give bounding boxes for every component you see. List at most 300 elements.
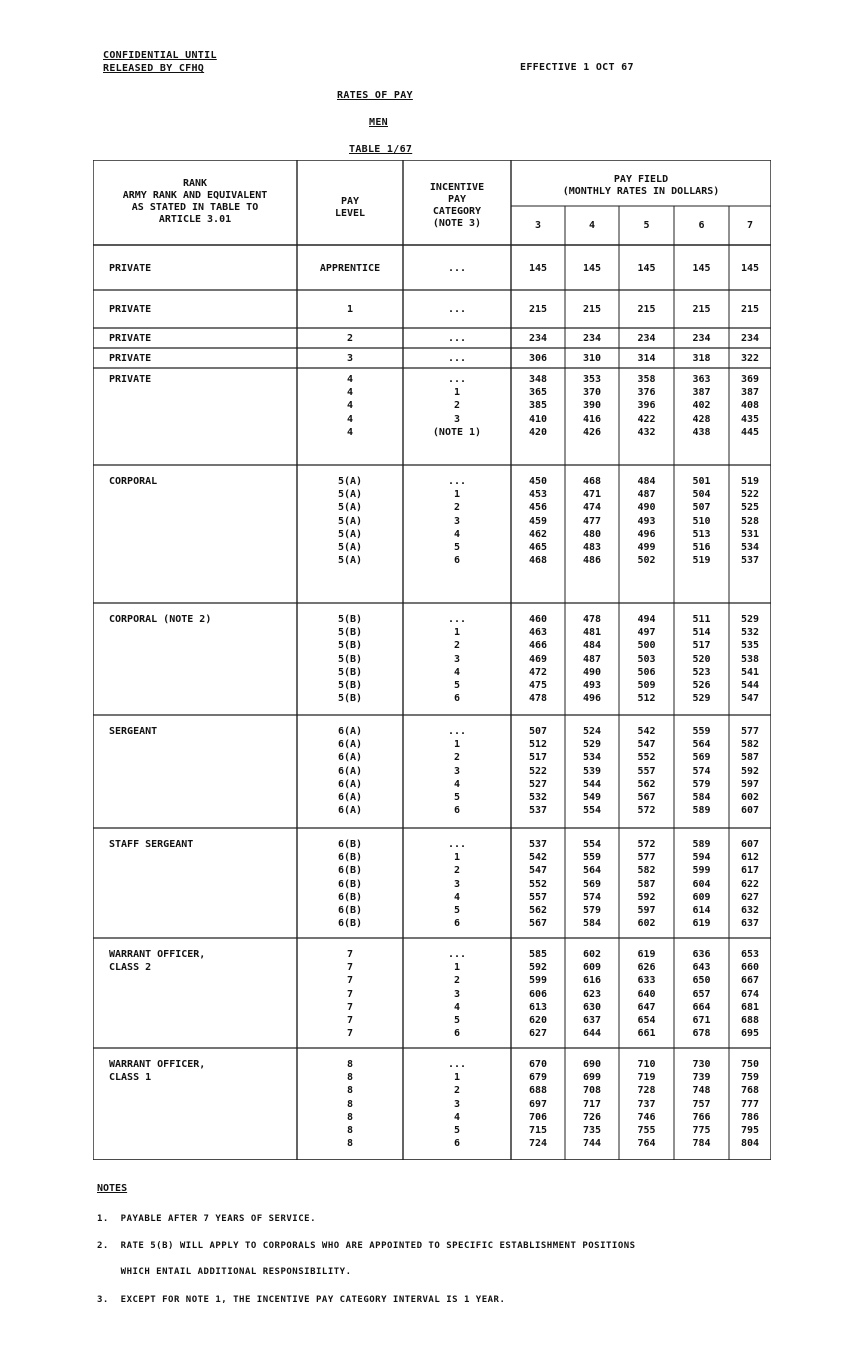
rank-label: PRIVATE — [109, 333, 152, 344]
pay-field-3-cells — [511, 838, 565, 930]
table-cell: 7 — [346, 988, 354, 1000]
table-cell: 215 — [637, 304, 656, 315]
table-cell: 465 — [528, 542, 548, 554]
table-cell: 706 — [528, 1111, 548, 1123]
table-cell: 234 — [637, 333, 656, 344]
table-cell: ... — [447, 839, 467, 850]
table-cell: 6(B) — [337, 852, 363, 864]
rank-label: CORPORAL (NOTE 2) — [109, 614, 212, 625]
rank-column-header: RANK ARMY RANK AND EQUIVALENT AS STATED IN TABLE TO ARTICLE 3.01 — [122, 178, 268, 225]
pay-level-cells — [297, 332, 403, 345]
table-cell: 5(A) — [337, 555, 363, 567]
pay-level-cells — [297, 475, 403, 567]
pay-field-5-cells — [619, 838, 674, 930]
table-cell: 145 — [740, 262, 760, 274]
pay-field-5-cells — [619, 332, 674, 345]
pay-field-7-cells — [729, 303, 771, 316]
table-cell: 599 — [528, 975, 548, 987]
table-cell: 1 — [453, 739, 461, 751]
table-cell: 602 — [740, 792, 760, 804]
table-cell: 541 — [740, 666, 760, 678]
table-cell: 5(A) — [337, 515, 363, 527]
table-cell: 616 — [582, 975, 602, 987]
table-cell: 6 — [453, 1028, 461, 1040]
table-cell: 1 — [346, 304, 354, 315]
pay-field-6-cells — [674, 725, 729, 817]
table-cell: 408 — [740, 400, 760, 412]
table-cell: 6(A) — [337, 805, 363, 817]
table-cell: 607 — [740, 805, 760, 817]
table-cell: 587 — [637, 878, 656, 890]
table-cell: 661 — [637, 1028, 656, 1040]
pay-field-4-cells — [565, 725, 619, 817]
table-cell: 5(B) — [337, 666, 363, 678]
note-2: 2. RATE 5(B) WILL APPLY TO CORPORALS WHO ARE APPOINTED TO SPECIFIC ESTABLISHMENT POSITIONS — [97, 1241, 636, 1251]
page-title: RATES OF PAY — [337, 90, 413, 101]
table-cell: 542 — [637, 726, 656, 737]
table-cell: 6(B) — [337, 865, 363, 877]
table-cell: 5 — [453, 542, 461, 554]
table-cell: 469 — [528, 653, 548, 665]
table-cell: 579 — [692, 778, 711, 790]
table-cell: 6(A) — [337, 739, 363, 751]
pay-field-6-cells — [674, 475, 729, 567]
pay-field-3-cells — [511, 613, 565, 705]
table-cell: 5 — [453, 792, 461, 804]
table-cell: 369 — [740, 374, 760, 385]
pay-field-7-cells — [729, 332, 771, 345]
pay-field-7-cells — [729, 725, 771, 817]
table-cell: 494 — [637, 614, 656, 625]
table-cell: 460 — [528, 614, 548, 625]
rank-label: PRIVATE — [109, 374, 152, 385]
table-cell: 520 — [692, 653, 711, 665]
table-cell: 445 — [740, 426, 760, 438]
pay-field-5-cells — [619, 475, 674, 567]
rank-label: CORPORAL — [109, 476, 158, 487]
table-cell: 3 — [453, 653, 461, 665]
table-cell: 537 — [528, 839, 548, 850]
rank-label: PRIVATE — [109, 304, 152, 315]
table-cell: 671 — [692, 1015, 711, 1027]
table-cell: ... — [447, 333, 467, 344]
table-cell: 435 — [740, 413, 760, 425]
table-number: TABLE 1/67 — [349, 144, 413, 155]
table-cell: 2 — [453, 1085, 461, 1097]
table-cell: 314 — [637, 353, 656, 364]
incentive-category-cells — [403, 948, 511, 1040]
table-cell: 594 — [692, 852, 711, 864]
table-cell: 804 — [740, 1138, 760, 1150]
table-cell: 755 — [637, 1125, 656, 1137]
table-cell: 562 — [637, 778, 656, 790]
table-cell: 503 — [637, 653, 656, 665]
pay-field-header: PAY FIELD (MONTHLY RATES IN DOLLARS) — [562, 174, 720, 197]
table-cell: 569 — [582, 878, 602, 890]
table-cell: 564 — [582, 865, 602, 877]
table-cell: 4 — [453, 891, 461, 903]
table-cell: 6(A) — [337, 726, 363, 737]
note-1: 1. PAYABLE AFTER 7 YEARS OF SERVICE. — [97, 1214, 316, 1224]
table-cell: 584 — [582, 918, 602, 930]
table-cell: 547 — [740, 693, 760, 705]
table-cell: 5 — [453, 1015, 461, 1027]
table-cell: 528 — [740, 515, 760, 527]
table-cell: 627 — [740, 891, 760, 903]
table-cell: 517 — [692, 640, 711, 652]
table-cell: 544 — [740, 680, 760, 692]
table-cell: 145 — [637, 262, 656, 274]
table-cell: 420 — [528, 426, 548, 438]
incentive-category-cells — [403, 303, 511, 316]
table-cell: 746 — [637, 1111, 656, 1123]
table-cell: 690 — [582, 1059, 602, 1070]
table-cell: 496 — [637, 528, 656, 540]
table-cell: 534 — [740, 542, 760, 554]
table-cell: 744 — [582, 1138, 602, 1150]
table-cell: ... — [447, 304, 467, 315]
table-cell: 422 — [637, 413, 656, 425]
table-cell: 4 — [453, 666, 461, 678]
rank-label: WARRANT OFFICER, CLASS 1 — [109, 1059, 206, 1083]
table-cell: 8 — [346, 1072, 354, 1084]
table-cell: 728 — [637, 1085, 656, 1097]
table-cell: 5(B) — [337, 614, 363, 625]
table-cell: 643 — [692, 962, 711, 974]
pay-field-3-cells — [511, 373, 565, 439]
table-cell: 463 — [528, 627, 548, 639]
pay-field-6-header: 6 — [698, 220, 705, 231]
table-cell: 737 — [637, 1098, 656, 1110]
table-cell: 490 — [637, 502, 656, 514]
table-cell: 475 — [528, 680, 548, 692]
incentive-category-cells — [403, 838, 511, 930]
table-cell: 775 — [692, 1125, 711, 1137]
pay-field-5-cells — [619, 1058, 674, 1150]
table-cell: 604 — [692, 878, 711, 890]
pay-field-7-header: 7 — [746, 220, 754, 231]
table-cell: 619 — [692, 918, 711, 930]
table-cell: 516 — [692, 542, 711, 554]
table-cell: 5(B) — [337, 627, 363, 639]
table-cell: 396 — [637, 400, 656, 412]
table-cell: 640 — [637, 988, 656, 1000]
table-cell: 499 — [637, 542, 656, 554]
table-cell: 514 — [692, 627, 711, 639]
table-cell: 1 — [453, 852, 461, 864]
table-cell: 529 — [582, 739, 602, 751]
table-cell: 306 — [528, 353, 548, 364]
notes-title: NOTES — [97, 1183, 128, 1194]
table-cell: 708 — [582, 1085, 602, 1097]
table-cell: ... — [447, 949, 467, 960]
table-cell: 637 — [740, 918, 760, 930]
table-cell: 517 — [528, 752, 548, 764]
table-cell: 6(B) — [337, 905, 363, 917]
table-cell: 215 — [582, 304, 602, 315]
table-cell: 390 — [582, 400, 602, 412]
table-cell: 234 — [528, 333, 548, 344]
table-cell: 609 — [582, 962, 602, 974]
table-cell: 531 — [740, 528, 760, 540]
effective-date: EFFECTIVE 1 OCT 67 — [520, 62, 634, 73]
table-cell: 1 — [453, 387, 461, 399]
pay-field-3-cells — [511, 475, 565, 567]
table-cell: 234 — [582, 333, 602, 344]
table-cell: 5(A) — [337, 502, 363, 514]
confidential-line-1: CONFIDENTIAL UNTIL — [103, 50, 217, 61]
table-cell: 507 — [528, 726, 548, 737]
table-cell: 579 — [582, 905, 602, 917]
table-cell: 715 — [528, 1125, 548, 1137]
pay-field-4-header: 4 — [588, 220, 596, 231]
table-cell: 519 — [692, 555, 711, 567]
table-cell: 559 — [582, 852, 602, 864]
table-cell: 660 — [740, 962, 760, 974]
rank-label: SERGEANT — [109, 726, 158, 737]
table-cell: 757 — [692, 1098, 711, 1110]
table-cell: 8 — [346, 1111, 354, 1123]
table-cell: 607 — [740, 839, 760, 850]
pay-field-7-cells — [729, 475, 771, 567]
table-cell: 735 — [582, 1125, 602, 1137]
table-cell: 438 — [692, 426, 711, 438]
pay-field-7-cells — [729, 613, 771, 705]
table-cell: 547 — [637, 739, 656, 751]
table-cell: 644 — [582, 1028, 602, 1040]
table-cell: 597 — [740, 778, 760, 790]
incentive-category-cells — [403, 262, 511, 275]
table-cell: ... — [447, 374, 467, 385]
table-cell: 654 — [637, 1015, 656, 1027]
incentive-category-cells — [403, 1058, 511, 1150]
table-cell: 710 — [637, 1059, 656, 1070]
pay-field-5-cells — [619, 725, 674, 817]
table-cell: 3 — [453, 988, 461, 1000]
table-cell: 585 — [528, 949, 548, 960]
table-cell: 468 — [582, 476, 602, 487]
table-cell: 487 — [582, 653, 602, 665]
table-cell: 602 — [582, 949, 602, 960]
table-cell: 3 — [453, 878, 461, 890]
table-cell: 522 — [528, 765, 548, 777]
table-cell: 509 — [637, 680, 656, 692]
table-cell: 510 — [692, 515, 711, 527]
table-cell: 370 — [582, 387, 602, 399]
pay-field-4-cells — [565, 475, 619, 567]
pay-field-4-cells — [565, 1058, 619, 1150]
pay-field-7-cells — [729, 1058, 771, 1150]
confidential-line-2: RELEASED BY CFHQ — [103, 63, 205, 74]
pay-field-6-cells — [674, 262, 729, 275]
table-cell: 777 — [740, 1098, 760, 1110]
table-cell: 5(B) — [337, 653, 363, 665]
table-cell: 557 — [528, 891, 548, 903]
table-cell: 471 — [582, 489, 602, 501]
table-cell: 3 — [346, 353, 354, 364]
table-cell: 572 — [637, 805, 656, 817]
table-cell: 474 — [582, 502, 602, 514]
table-cell: 526 — [692, 680, 711, 692]
table-cell: 376 — [637, 387, 656, 399]
incentive-category-cells — [403, 373, 511, 439]
table-cell: 577 — [740, 726, 760, 737]
table-cell: 487 — [637, 489, 656, 501]
table-cell: 4 — [346, 387, 354, 399]
table-cell: 532 — [740, 627, 760, 639]
table-cell: 472 — [528, 666, 548, 678]
table-cell: 6(A) — [337, 792, 363, 804]
table-cell: 145 — [582, 262, 602, 274]
pay-level-cells — [297, 1058, 403, 1150]
pay-level-cells — [297, 838, 403, 930]
table-cell: 699 — [582, 1072, 602, 1084]
table-cell: 562 — [528, 905, 548, 917]
table-cell: 589 — [692, 805, 711, 817]
table-cell: 584 — [692, 792, 711, 804]
table-cell: 538 — [740, 653, 760, 665]
table-cell: 2 — [453, 502, 461, 514]
table-cell: 717 — [582, 1098, 602, 1110]
table-cell: 667 — [740, 975, 760, 987]
table-cell: 626 — [637, 962, 656, 974]
table-cell: 632 — [740, 905, 760, 917]
table-cell: 587 — [740, 752, 760, 764]
table-cell: 622 — [740, 878, 760, 890]
table-cell: 564 — [692, 739, 711, 751]
table-cell: 477 — [582, 515, 602, 527]
table-cell: 557 — [637, 765, 656, 777]
table-cell: 8 — [346, 1098, 354, 1110]
table-cell: 5 — [453, 1125, 461, 1137]
table-cell: ... — [447, 262, 467, 274]
table-cell: 627 — [528, 1028, 548, 1040]
table-cell: 416 — [582, 413, 602, 425]
table-cell: 215 — [692, 304, 711, 315]
table-cell: 750 — [740, 1059, 760, 1070]
table-cell: 2 — [453, 975, 461, 987]
table-cell: 726 — [582, 1111, 602, 1123]
table-cell: 145 — [692, 262, 711, 274]
table-cell: 234 — [692, 333, 711, 344]
table-cell: 617 — [740, 865, 760, 877]
table-cell: 764 — [637, 1138, 656, 1150]
table-cell: 496 — [582, 693, 602, 705]
incentive-category-cells — [403, 332, 511, 345]
table-cell: 5(B) — [337, 640, 363, 652]
pay-level-cells — [297, 725, 403, 817]
table-cell: 481 — [582, 627, 602, 639]
table-cell: 3 — [453, 765, 461, 777]
pay-field-3-header: 3 — [534, 220, 542, 231]
table-cell: 4 — [453, 528, 461, 540]
table-cell: 501 — [692, 476, 711, 487]
table-cell: 602 — [637, 918, 656, 930]
table-cell: 5 — [453, 905, 461, 917]
table-cell: 483 — [582, 542, 602, 554]
table-cell: 688 — [528, 1085, 548, 1097]
table-cell: 4 — [453, 778, 461, 790]
pay-field-6-cells — [674, 838, 729, 930]
table-cell: 353 — [582, 374, 602, 385]
pay-level-cells — [297, 303, 403, 316]
table-cell: 468 — [528, 555, 548, 567]
table-cell: 428 — [692, 413, 711, 425]
note-2-continued: WHICH ENTAIL ADDITIONAL RESPONSIBILITY. — [97, 1267, 352, 1277]
table-cell: 5(A) — [337, 489, 363, 501]
table-cell: 636 — [692, 949, 711, 960]
table-cell: 592 — [637, 891, 656, 903]
pay-field-7-cells — [729, 352, 771, 365]
table-cell: 511 — [692, 614, 711, 625]
page-subtitle: MEN — [369, 117, 388, 128]
rank-label: PRIVATE — [109, 353, 152, 364]
table-cell: 4 — [346, 413, 354, 425]
table-cell: 502 — [637, 555, 656, 567]
table-cell: 5(A) — [337, 542, 363, 554]
pay-field-7-cells — [729, 838, 771, 930]
table-cell: 6(A) — [337, 765, 363, 777]
table-cell: 215 — [528, 304, 548, 315]
table-cell: 2 — [453, 752, 461, 764]
table-cell: 554 — [582, 839, 602, 850]
table-cell: 478 — [528, 693, 548, 705]
table-cell: 432 — [637, 426, 656, 438]
table-cell: 529 — [740, 614, 760, 625]
table-cell: 8 — [346, 1059, 354, 1070]
table-cell: 7 — [346, 949, 354, 960]
table-cell: 363 — [692, 374, 711, 385]
table-cell: 453 — [528, 489, 548, 501]
table-cell: 3 — [453, 1098, 461, 1110]
table-cell: 522 — [740, 489, 760, 501]
pay-field-6-cells — [674, 373, 729, 439]
pay-field-4-cells — [565, 948, 619, 1040]
table-cell: 567 — [528, 918, 548, 930]
pay-level-cells — [297, 948, 403, 1040]
table-cell: ... — [447, 726, 467, 737]
table-cell: (NOTE 1) — [432, 426, 482, 438]
table-cell: 678 — [692, 1028, 711, 1040]
table-cell: 7 — [346, 1028, 354, 1040]
table-cell: 623 — [582, 988, 602, 1000]
table-cell: 6(A) — [337, 778, 363, 790]
table-cell: 547 — [528, 865, 548, 877]
table-cell: 657 — [692, 988, 711, 1000]
table-cell: 6(B) — [337, 891, 363, 903]
table-cell: 724 — [528, 1138, 548, 1150]
table-cell: 6 — [453, 693, 461, 705]
table-cell: 719 — [637, 1072, 656, 1084]
table-cell: 1 — [453, 962, 461, 974]
table-cell: 478 — [582, 614, 602, 625]
table-cell: 670 — [528, 1059, 548, 1070]
table-cell: 8 — [346, 1138, 354, 1150]
table-cell: 572 — [637, 839, 656, 850]
pay-field-3-cells — [511, 948, 565, 1040]
table-cell: 310 — [582, 353, 602, 364]
table-cell: ... — [447, 353, 467, 364]
incentive-category-column-header: INCENTIVE PAY CATEGORY (NOTE 3) — [429, 182, 485, 229]
table-cell: 559 — [692, 726, 711, 737]
table-cell: 784 — [692, 1138, 711, 1150]
table-cell: 500 — [637, 640, 656, 652]
pay-field-4-cells — [565, 262, 619, 275]
table-cell: 6(B) — [337, 918, 363, 930]
table-cell: 606 — [528, 988, 548, 1000]
table-cell: 534 — [582, 752, 602, 764]
table-cell: 513 — [692, 528, 711, 540]
